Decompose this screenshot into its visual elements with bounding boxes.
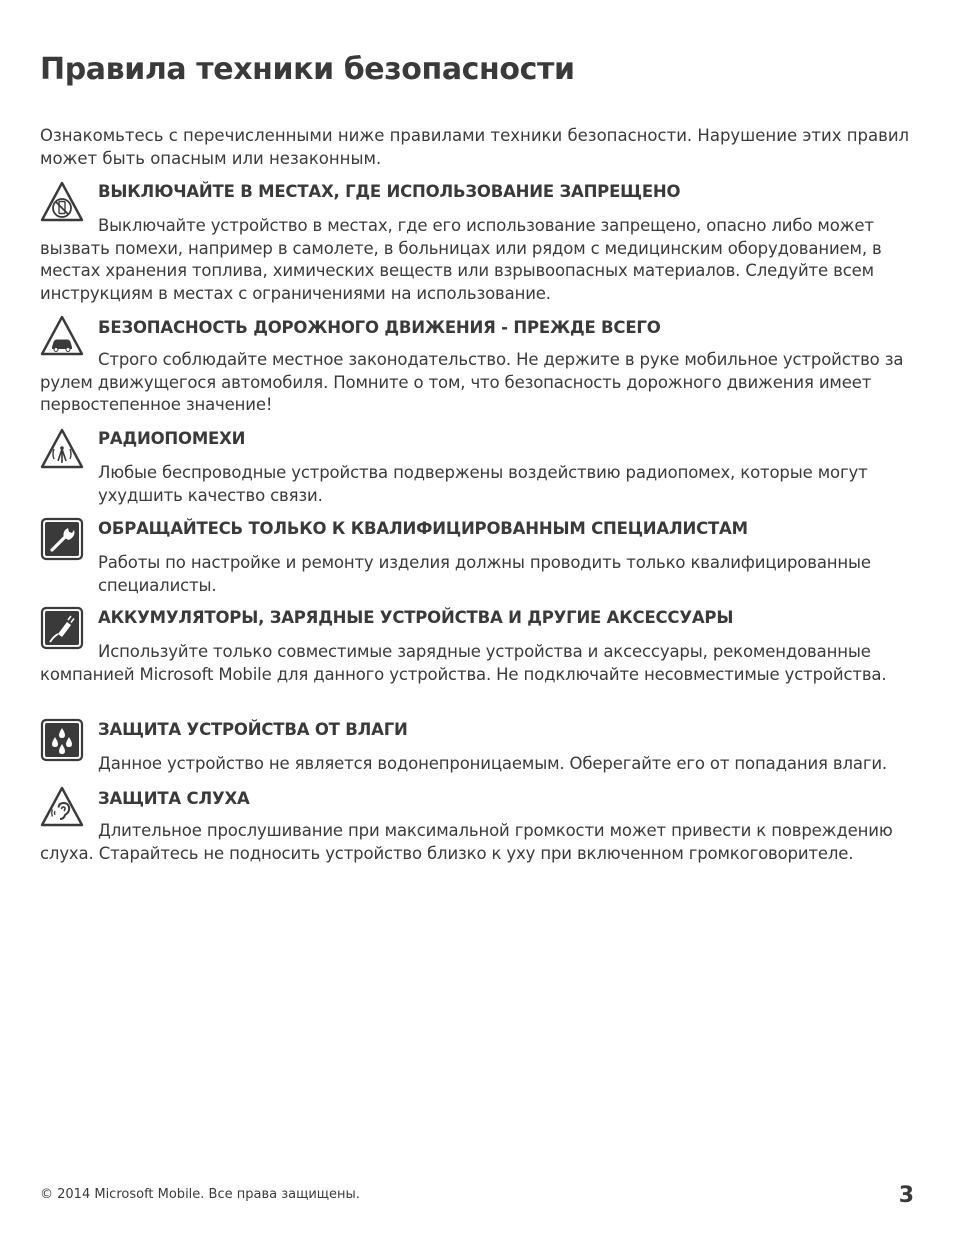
section-heading: БЕЗОПАСНОСТЬ ДОРОЖНОГО ДВИЖЕНИЯ - ПРЕЖДЕ ВСЕГО [98, 318, 661, 337]
page-title: Правила техники безопасности [40, 52, 575, 87]
section-heading: АККУМУЛЯТОРЫ, ЗАРЯДНЫЕ УСТРОЙСТВА И ДРУГИЕ АКСЕССУАРЫ [98, 608, 734, 627]
section-body: Любые беспроводные устройства подвержены воздействию радиопомех, которые могут ухудшить качество связи. [98, 463, 868, 505]
section-heading: ОБРАЩАЙТЕСЬ ТОЛЬКО К КВАЛИФИЦИРОВАННЫМ СПЕЦИАЛИСТАМ [98, 519, 748, 538]
section-body: Работы по настройке и ремонту изделия должны проводить только квалифицированные специалисты. [98, 553, 871, 595]
section-heading: ВЫКЛЮЧАЙТЕ В МЕСТАХ, ГДЕ ИСПОЛЬЗОВАНИЕ ЗАПРЕЩЕНО [98, 182, 681, 201]
section-body: Данное устройство не является водонепроницаемым. Оберегайте его от попадания влаги. [98, 754, 888, 773]
intro-text: Ознакомьтесь с перечисленными ниже правилами техники безопасности. Нарушение этих правил может быть опасным или незаконным. [40, 126, 910, 168]
section-body: Строго соблюдайте местное законодательство. Не держите в руке мобильное устройство за рулем движущегося автомобиля. Помните о том, что безопасность дорожного движения имеет первостепенное значение! [40, 350, 904, 414]
footer-copyright: © 2014 Microsoft Mobile. Все права защищены. [40, 1187, 360, 1202]
section-heading: ЗАЩИТА УСТРОЙСТВА ОТ ВЛАГИ [98, 720, 408, 739]
section-body: Используйте только совместимые зарядные устройства и аксессуары, рекомендованные компанией Microsoft Mobile для данного устройства. Не подключайте несовместимые устройства. [40, 642, 887, 684]
section-body: Длительное прослушивание при максимальной громкости может привести к повреждению слуха. Старайтесь не подносить устройство близко к уху при включенном громкоговорителе. [40, 821, 893, 863]
section-heading: ЗАЩИТА СЛУХА [98, 789, 250, 808]
section-body: Выключайте устройство в местах, где его использование запрещено, опасно либо может вызвать помехи, например в самолете, в больницах или рядом с медицинским оборудованием, в местах хранения топлива, химических веществ или взрывоопасных материалов. Следуйте всем инструкциям в местах с ограничениями на использование. [40, 216, 882, 303]
page-number: 3 [898, 1183, 914, 1208]
section-heading: РАДИОПОМЕХИ [98, 429, 246, 448]
